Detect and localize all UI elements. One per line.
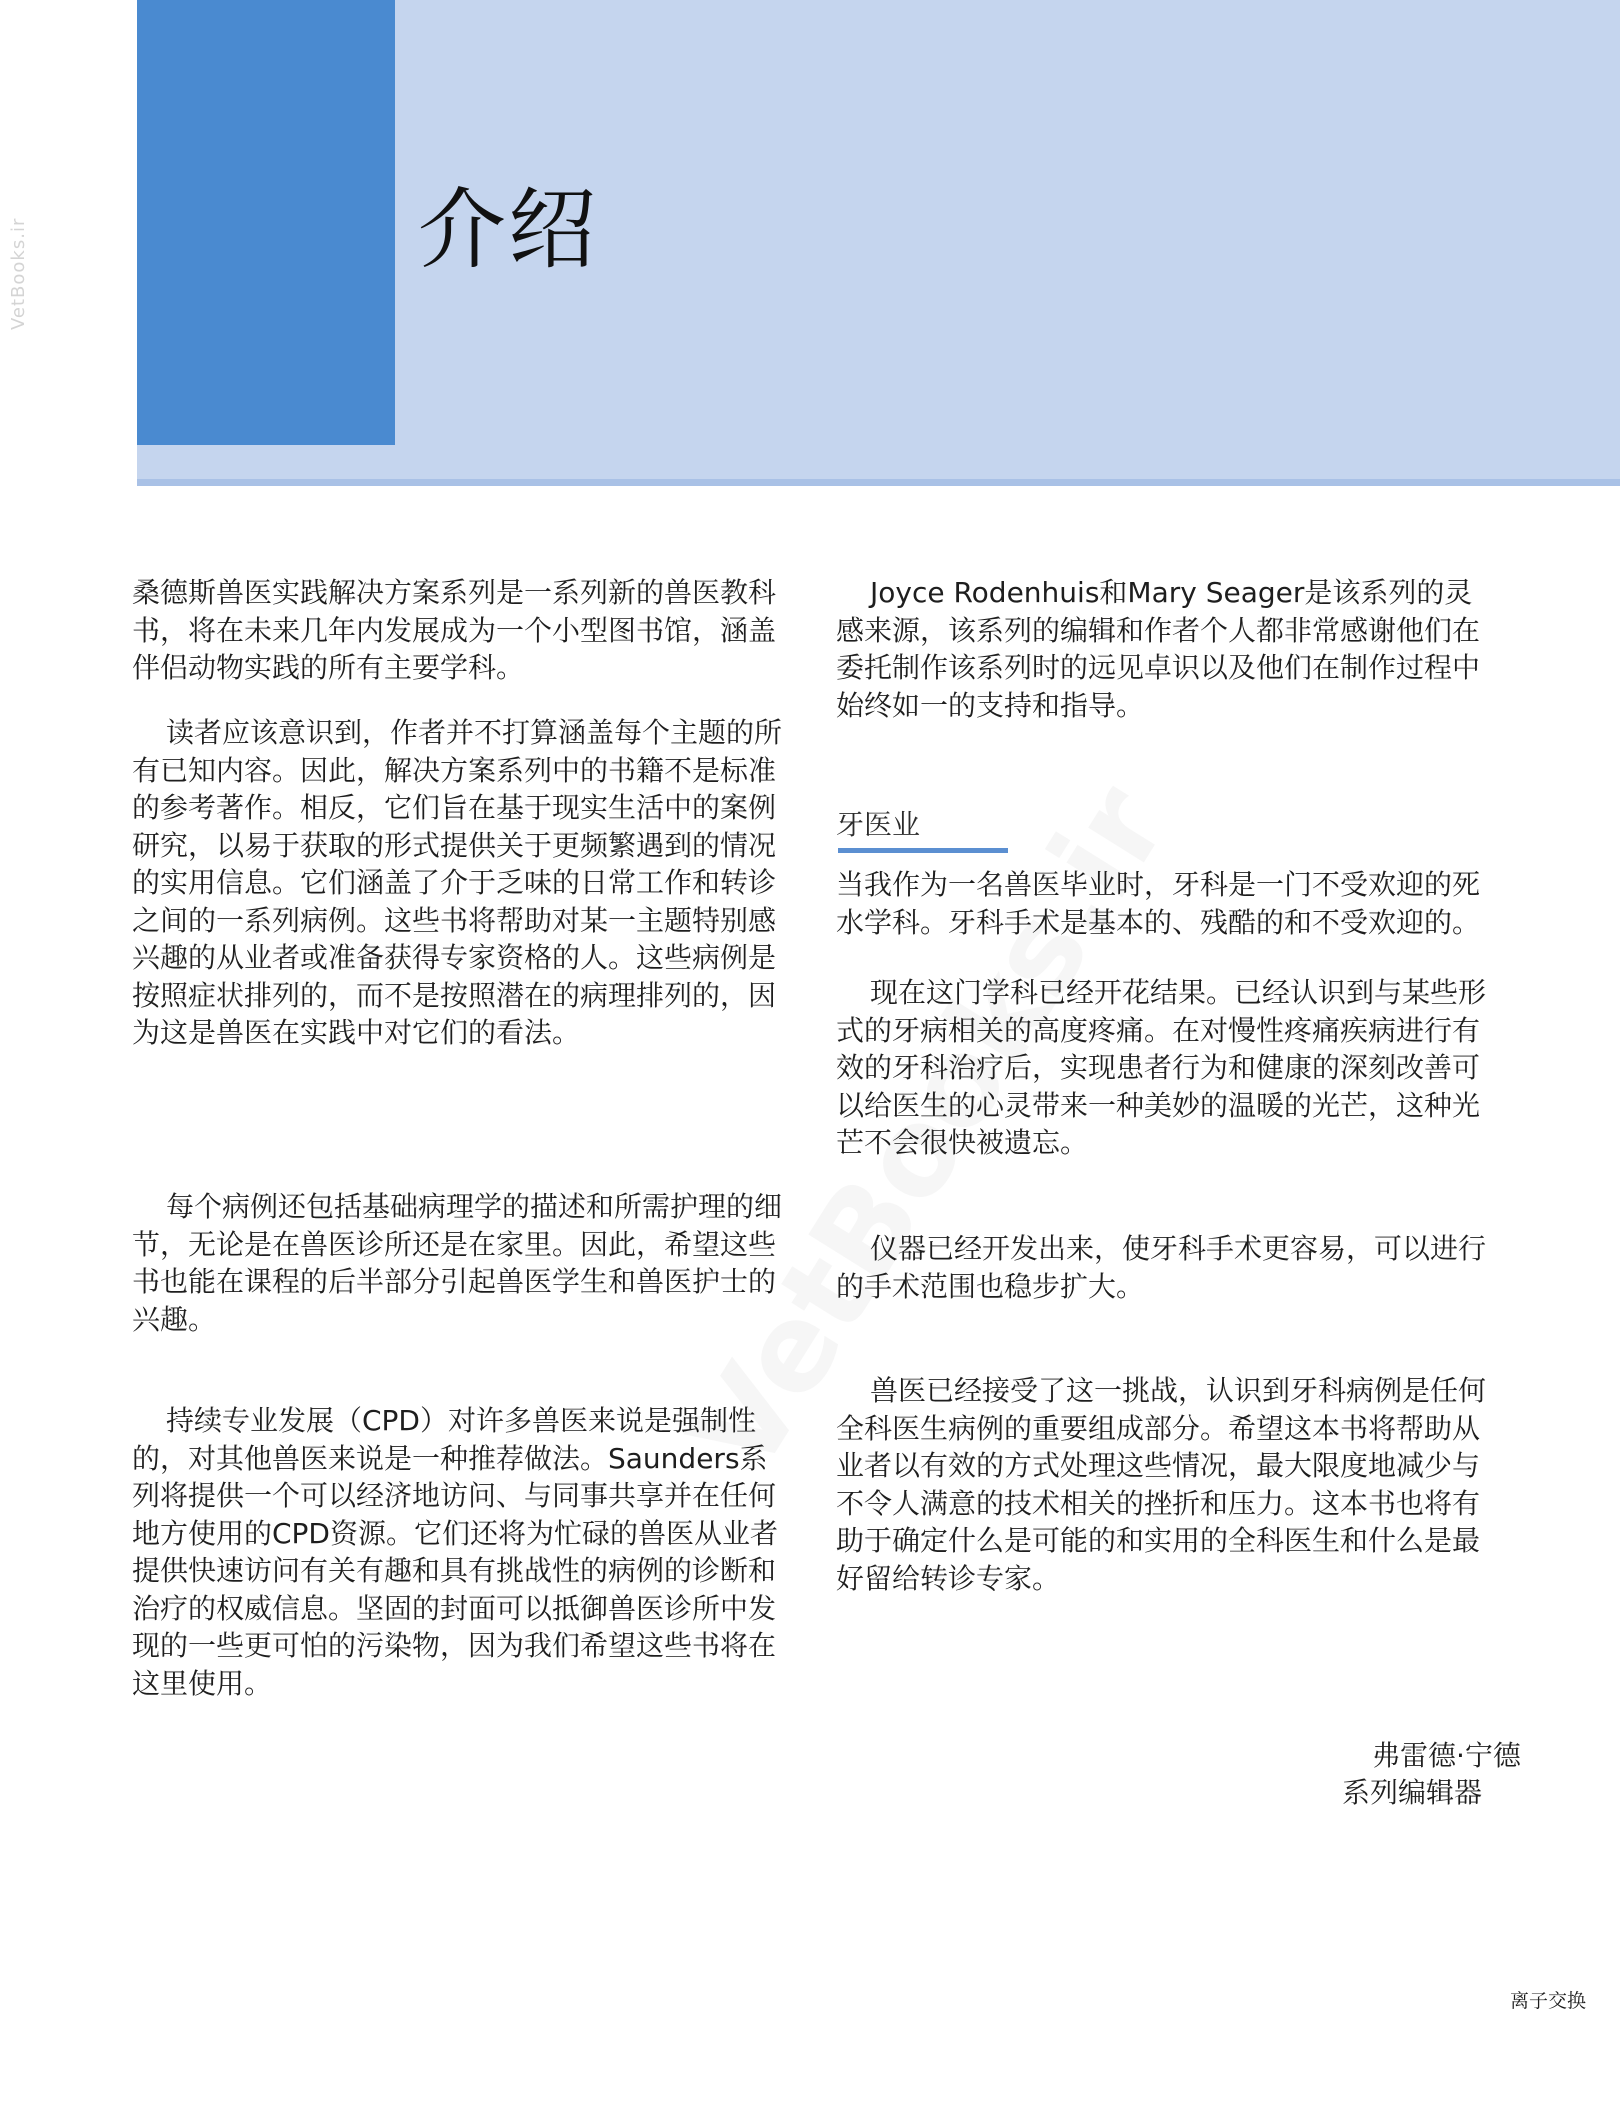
section-heading-underline — [838, 848, 1008, 853]
paragraph-dentistry-now: 现在这门学科已经开花结果。已经认识到与某些形式的牙病相关的高度疼痛。在对慢性疼痛疾病进行有效的牙科治疗后，实现患者行为和健康的深刻改善可以给医生的心灵带来一种美妙的温暖的光芒，这种光芒不会很快被遗忘。 — [836, 976, 1487, 1159]
paragraph-instruments: 仪器已经开发出来，使牙科手术更容易，可以进行的手术范围也稳步扩大。 — [836, 1232, 1487, 1303]
section-heading-dentistry: 牙医业 — [836, 808, 921, 841]
paragraph-acknowledgement: Joyce Rodenhuis和Mary Seager是该系列的灵感来源，该系列的编辑和作者个人都非常感谢他们在委托制作该系列时的远见卓识以及他们在制作过程中始终如一的支持和指导。 — [836, 576, 1481, 722]
paragraph-cpd: 持续专业发展（CPD）对许多兽医来说是强制性的，对其他兽医来说是一种推荐做法。Saunders系列将提供一个可以经济地访问、与同事共享并在任何地方使用的CPD资源。它们还将为忙碌的兽医从业者提供快速访问有关有趣和具有挑战性的病例的诊断和治疗的权威信息。坚固的封面可以抵御兽医诊所中发现的一些更可怕的污染物，因为我们希望这些书将在这里使用。 — [132, 1404, 778, 1700]
signature-role: 系列编辑器 — [1342, 1776, 1483, 1809]
header-divider — [137, 479, 1620, 486]
page-title: 介绍 — [418, 178, 599, 281]
footer-text: 离子交换 — [1510, 1990, 1587, 2012]
paragraph-reader-note: 读者应该意识到，作者并不打算涵盖每个主题的所有已知内容。因此，解决方案系列中的书籍不是标准的参考著作。相反，它们旨在基于现实生活中的案例研究，以易于获取的形式提供关于更频繁遇到的情况的实用信息。它们涵盖了介于乏味的日常工作和转诊之间的一系列病例。这些书将帮助对某一主题特别感兴趣的从业者或准备获得专家资格的人。这些病例是按照症状排列的，而不是按照潜在的病理排列的，因为这是兽医在实践中对它们的看法。 — [132, 716, 783, 1049]
side-watermark: VetBooks.ir — [8, 217, 29, 330]
paragraph-dentistry-past: 当我作为一名兽医毕业时，牙科是一门不受欢迎的死水学科。牙科手术是基本的、残酷的和不受欢迎的。 — [836, 868, 1481, 939]
paragraph-challenge: 兽医已经接受了这一挑战，认识到牙科病例是任何全科医生病例的重要组成部分。希望这本书将帮助从业者以有效的方式处理这些情况，最大限度地减少与不令人满意的技术相关的挫折和压力。这本书也将有助于确定什么是可能的和实用的全科医生和什么是最好留给转诊专家。 — [836, 1374, 1487, 1595]
paragraph-case-content: 每个病例还包括基础病理学的描述和所需护理的细节，无论是在兽医诊所还是在家里。因此，希望这些书也能在课程的后半部分引起兽医学生和兽医护士的兴趣。 — [132, 1190, 783, 1336]
paragraph-series-intro: 桑德斯兽医实践解决方案系列是一系列新的兽医教科书，将在未来几年内发展成为一个小型图书馆，涵盖伴侣动物实践的所有主要学科。 — [132, 576, 777, 684]
header-accent-block — [137, 0, 395, 445]
signature-name: 弗雷德·宁德 — [1372, 1739, 1521, 1772]
